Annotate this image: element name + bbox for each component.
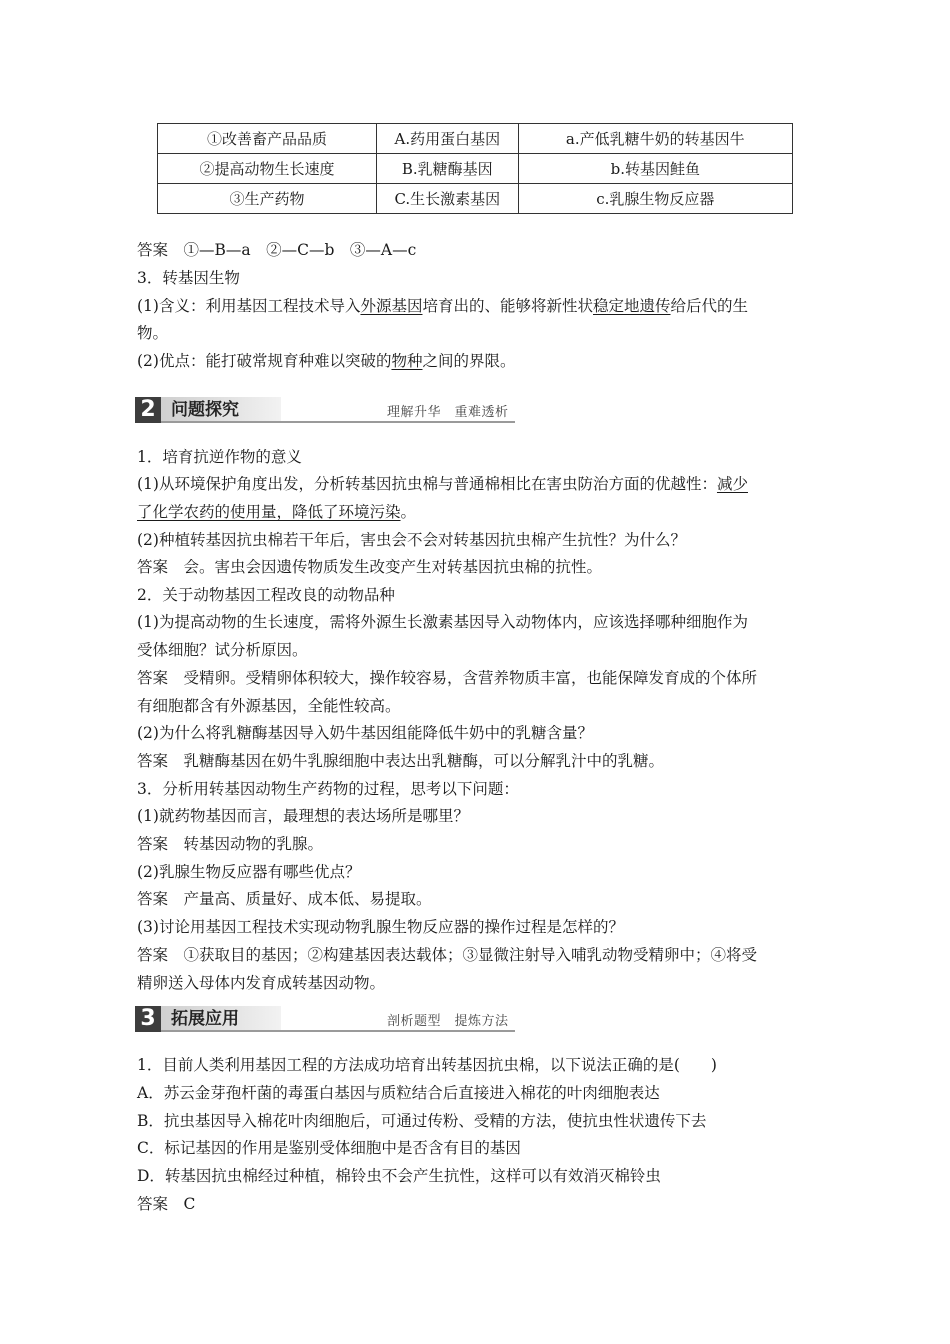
underlined-key-term: 稳定地遗传 (593, 297, 671, 315)
answer-line-cont: 精卵送入母体内发育成转基因动物。 (137, 974, 386, 992)
answer-line: 答案 受精卵。受精卵体积较大，操作较容易，含营养物质丰富，也能保障发育成的个体所 (137, 669, 758, 687)
question-line: (2)种植转基因抗虫棉若干年后，害虫会不会对转基因抗虫棉产生抗性？为什么？ (137, 531, 686, 549)
table-cell: ③生产药物 (158, 184, 377, 214)
option-d: D．转基因抗虫棉经过种植，棉铃虫不会产生抗性，这样可以有效消灭棉铃虫 (137, 1167, 661, 1185)
section-rule (161, 421, 515, 423)
section-number: 3 (135, 1006, 161, 1032)
item-heading: 1．培育抗逆作物的意义 (137, 448, 302, 466)
item-heading: 3．分析用转基因动物生产药物的过程，思考以下问题： (137, 780, 519, 798)
underlined-answer: 了化学农药的使用量，降低了环境污染 (137, 503, 401, 521)
question-line: (2)为什么将乳糖酶基因导入奶牛基因组能降低牛奶中的乳糖含量？ (137, 724, 593, 742)
table-cell: ①改善畜产品品质 (158, 124, 377, 154)
answer-line-cont: 有细胞都含有外源基因，全能性较高。 (137, 697, 401, 715)
underlined-answer: 减少 (716, 475, 748, 493)
text: 给后代的生 (670, 297, 749, 315)
option-a: A．苏云金芽孢杆菌的毒蛋白基因与质粒结合后直接进入棉花的叶肉细胞表达 (137, 1084, 660, 1102)
section-subtitle: 理解升华 重难透析 (387, 405, 509, 420)
answer-line: 答案 ①—B—a ②—C—b ③—A—c (137, 241, 417, 259)
table-cell: c.乳腺生物反应器 (518, 184, 792, 214)
table-row (158, 154, 793, 184)
question-line (137, 474, 748, 494)
definition-line (137, 296, 748, 316)
section-title: 拓展应用 (161, 1006, 281, 1032)
answer-line: 答案 乳糖酶基因在奶牛乳腺细胞中表达出乳糖酶，可以分解乳汁中的乳糖。 (137, 752, 665, 770)
matching-table (157, 123, 793, 214)
table-row (158, 124, 793, 154)
question-line: (2)乳腺生物反应器有哪些优点？ (137, 863, 361, 881)
definition-line-cont: 物。 (137, 324, 169, 342)
option-c: C．标记基因的作用是鉴别受体细胞中是否含有目的基因 (137, 1139, 521, 1157)
table-cell: a.产低乳糖牛奶的转基因牛 (518, 124, 792, 154)
question-line: (1)为提高动物的生长速度，需将外源生长激素基因导入动物体内，应该选择哪种细胞作为 (137, 613, 748, 631)
text: (2)优点：能打破常规育种难以突破的 (137, 352, 392, 370)
table-row (158, 184, 793, 214)
answer-line: 答案 产量高、质量好、成本低、易提取。 (137, 890, 432, 908)
text: 之间的界限。 (422, 352, 516, 370)
section-header-3 (135, 1006, 515, 1032)
answer-line: 答案 ①获取目的基因；②构建基因表达载体；③显微注射导入哺乳动物受精卵中；④将受 (137, 946, 758, 964)
item-heading: 2．关于动物基因工程改良的动物品种 (137, 586, 395, 604)
section-number: 2 (135, 397, 161, 423)
question-line-cont (137, 502, 416, 522)
question-line: (1)就药物基因而言，最理想的表达场所是哪里？ (137, 807, 469, 825)
question-line: (3)讨论用基因工程技术实现动物乳腺生物反应器的操作过程是怎样的？ (137, 918, 624, 936)
option-b: B．抗虫基因导入棉花叶肉细胞后，可通过传粉、受精的方法，使抗虫性状遗传下去 (137, 1112, 707, 1130)
advantage-line (137, 351, 516, 371)
item-heading: 3．转基因生物 (137, 269, 240, 287)
answer-line: 答案 C (137, 1195, 196, 1213)
text: (1)从环境保护角度出发，分析转基因抗虫棉与普通棉相比在害虫防治方面的优越性： (137, 475, 717, 493)
table-cell: ②提高动物生长速度 (158, 154, 377, 184)
section-rule (161, 1030, 515, 1032)
underlined-key-term: 物种 (391, 352, 423, 370)
section-title: 问题探究 (161, 397, 281, 423)
text: (1)含义：利用基因工程技术导入 (137, 297, 361, 315)
table-cell: b.转基因鲑鱼 (518, 154, 792, 184)
text: 培育出的、能够将新性状 (422, 297, 593, 315)
table-cell: A.药用蛋白基因 (377, 124, 519, 154)
answer-line: 答案 转基因动物的乳腺。 (137, 835, 324, 853)
answer-line: 答案 会。害虫会因遗传物质发生改变产生对转基因抗虫棉的抗性。 (137, 558, 603, 576)
table-cell: C.生长激素基因 (377, 184, 519, 214)
table-cell: B.乳糖酶基因 (377, 154, 519, 184)
underlined-key-term: 外源基因 (360, 297, 423, 315)
question-line-cont: 受体细胞？试分析原因。 (137, 641, 308, 659)
section-header-2 (135, 397, 515, 423)
section-subtitle: 剖析题型 提炼方法 (387, 1014, 509, 1029)
question-line: 1．目前人类利用基因工程的方法成功培育出转基因抗虫棉，以下说法正确的是( ) (137, 1056, 717, 1074)
text: 。 (400, 503, 417, 521)
